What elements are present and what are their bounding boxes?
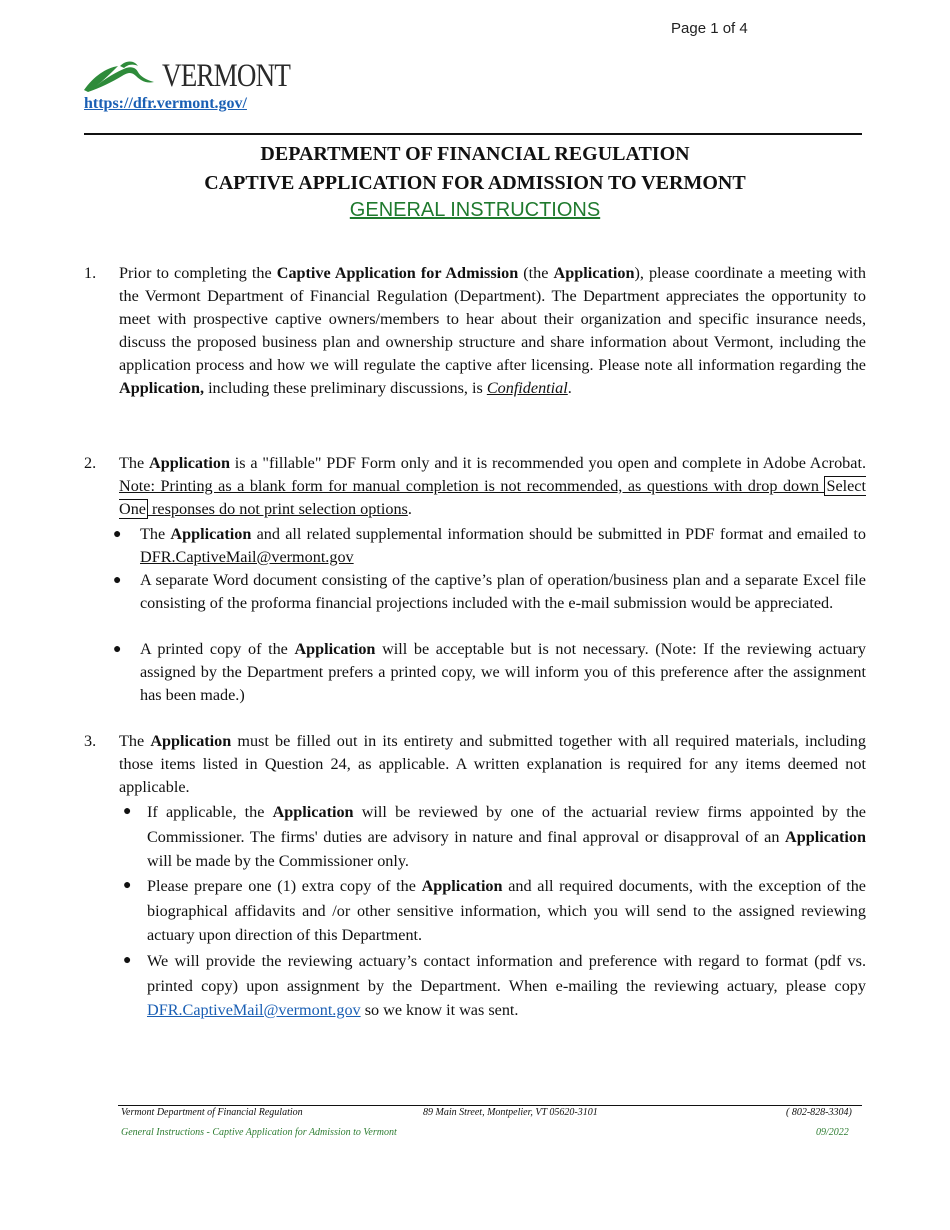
item-1-text bbox=[119, 262, 866, 400]
text-run: Please prepare one (1) extra copy of the bbox=[147, 877, 422, 895]
text-run: . bbox=[567, 379, 572, 397]
text-run: must be filled out in its entirety and submitted together with all required materials, including those items listed in Question 24, as applicable. A written explanation is required for any items deemed not applicable. bbox=[119, 732, 866, 796]
text-run-bold: Application bbox=[149, 454, 230, 472]
application-title: CAPTIVE APPLICATION FOR ADMISSION TO VERMONT bbox=[204, 172, 746, 194]
text-run: including these preliminary discussions, is bbox=[204, 379, 487, 397]
logo-wordmark: VERMONT bbox=[162, 58, 291, 94]
section-heading-text: GENERAL INSTRUCTIONS bbox=[349, 199, 601, 221]
text-run: (the bbox=[518, 264, 554, 282]
text-run-bold: Application bbox=[421, 877, 503, 895]
note-underlined: responses do not print selection options bbox=[147, 500, 408, 518]
text-run-bold: Application bbox=[785, 827, 866, 846]
vermont-logo bbox=[82, 56, 312, 96]
mountain-leaf-icon bbox=[82, 56, 162, 96]
header-divider bbox=[84, 133, 862, 135]
section-heading bbox=[0, 199, 950, 222]
text-run: will be acceptable but is not necessary. (Note: If the reviewing actuary assigned by the Department prefers a printed copy, we will inform you of this preference after the assignment has been made.) bbox=[140, 640, 866, 704]
footer-divider bbox=[118, 1105, 862, 1106]
text-run: so we know it was sent. bbox=[360, 1001, 519, 1019]
bullet-text: A separate Word document consisting of the captive’s plan of operation/business plan and a separate Excel file consisting of the proforma financial projections included with the e-mail submission would be appreciated. bbox=[140, 571, 866, 612]
text-run-bold: Application, bbox=[119, 379, 205, 397]
text-run-bold: Application bbox=[272, 803, 354, 821]
captive-mail-link[interactable]: DFR.CaptiveMail@vermont.gov bbox=[147, 1001, 361, 1019]
dfr-website-link[interactable]: https://dfr.vermont.gov/ bbox=[84, 95, 247, 112]
text-run: A printed copy of the bbox=[140, 640, 295, 658]
text-run-bold: Application bbox=[294, 640, 376, 658]
bullet-icon: ● bbox=[123, 804, 132, 819]
text-run: and all related supplemental information should be submitted in PDF format and emailed to bbox=[251, 525, 866, 543]
confidential-text: Confidential bbox=[486, 379, 568, 397]
text-run: Prior to completing the bbox=[119, 264, 277, 282]
bullet-text bbox=[147, 949, 866, 1023]
item-3-text bbox=[119, 730, 866, 799]
bullet-icon: ● bbox=[113, 573, 122, 588]
select-one-box: Select One bbox=[119, 477, 866, 518]
item-number: 2. bbox=[84, 454, 97, 472]
bullet-icon: ● bbox=[113, 642, 122, 657]
text-run: will be reviewed by one of the actuarial review firms appointed by the Commissioner. The firms' duties are advisory in nature and final approval or disapproval of an bbox=[147, 803, 866, 846]
footer-date: 09/2022 bbox=[816, 1127, 849, 1138]
item-2-text bbox=[119, 452, 866, 521]
department-title: DEPARTMENT OF FINANCIAL REGULATION bbox=[260, 143, 690, 165]
item-number: 3. bbox=[84, 732, 97, 750]
text-run-bold: Captive Application for Admission bbox=[276, 264, 519, 282]
text-run-bold: Application bbox=[170, 525, 252, 543]
bullet-icon: ● bbox=[123, 953, 132, 968]
bullet-text bbox=[140, 523, 866, 569]
bullet-text bbox=[140, 638, 866, 707]
item-number: 1. bbox=[84, 264, 97, 282]
text-run: The bbox=[140, 525, 171, 543]
text-run: We will provide the reviewing actuary’s contact information and preference with regard to format (pdf vs. printed copy) upon assignment by the Department. When e-mailing the reviewing actuary, please copy bbox=[147, 952, 866, 995]
text-run: and all required documents, with the exception of the biographical affidavits and /or other sensitive information, which you will send to the assigned reviewing actuary upon direction of this Department. bbox=[147, 877, 866, 944]
text-run-bold: Application bbox=[150, 732, 232, 750]
text-run: The bbox=[119, 732, 151, 750]
text-run: . bbox=[407, 500, 412, 518]
footer-department: Vermont Department of Financial Regulation bbox=[121, 1107, 303, 1118]
bullet-icon: ● bbox=[113, 527, 122, 542]
footer-document-title: General Instructions - Captive Application for Admission to Vermont bbox=[121, 1127, 397, 1138]
text-run: If applicable, the bbox=[147, 803, 273, 821]
text-run: is a "fillable" PDF Form only and it is recommended you open and complete in Adobe Acrobat. bbox=[229, 454, 866, 472]
text-run: will be made by the Commissioner only. bbox=[147, 852, 409, 870]
bullet-icon: ● bbox=[123, 878, 132, 893]
captive-mail-email[interactable]: DFR.CaptiveMail@vermont.gov bbox=[140, 548, 354, 566]
bullet-text bbox=[147, 874, 866, 948]
footer-phone: ( 802-828-3304) bbox=[786, 1107, 852, 1118]
text-run: The bbox=[119, 454, 149, 472]
page-number: Page 1 of 4 bbox=[671, 20, 748, 37]
footer-address: 89 Main Street, Montpelier, VT 05620-3101 bbox=[423, 1107, 598, 1118]
text-run-bold: Application bbox=[553, 264, 635, 282]
text-run: ), please coordinate a meeting with the Vermont Department of Financial Regulation (Department). The Department appreciates the opportunity to meet with prospective captive owners/members to hear about their organization and specific insurance needs, discuss the proposed business plan and ownership structure and share information about Vermont, including the application process and how we will regulate the captive after licensing. Please note all information regarding the bbox=[119, 264, 867, 374]
note-underlined: Note: Printing as a blank form for manual completion is not recommended, as questions with drop down bbox=[119, 477, 825, 495]
bullet-text bbox=[147, 800, 866, 874]
